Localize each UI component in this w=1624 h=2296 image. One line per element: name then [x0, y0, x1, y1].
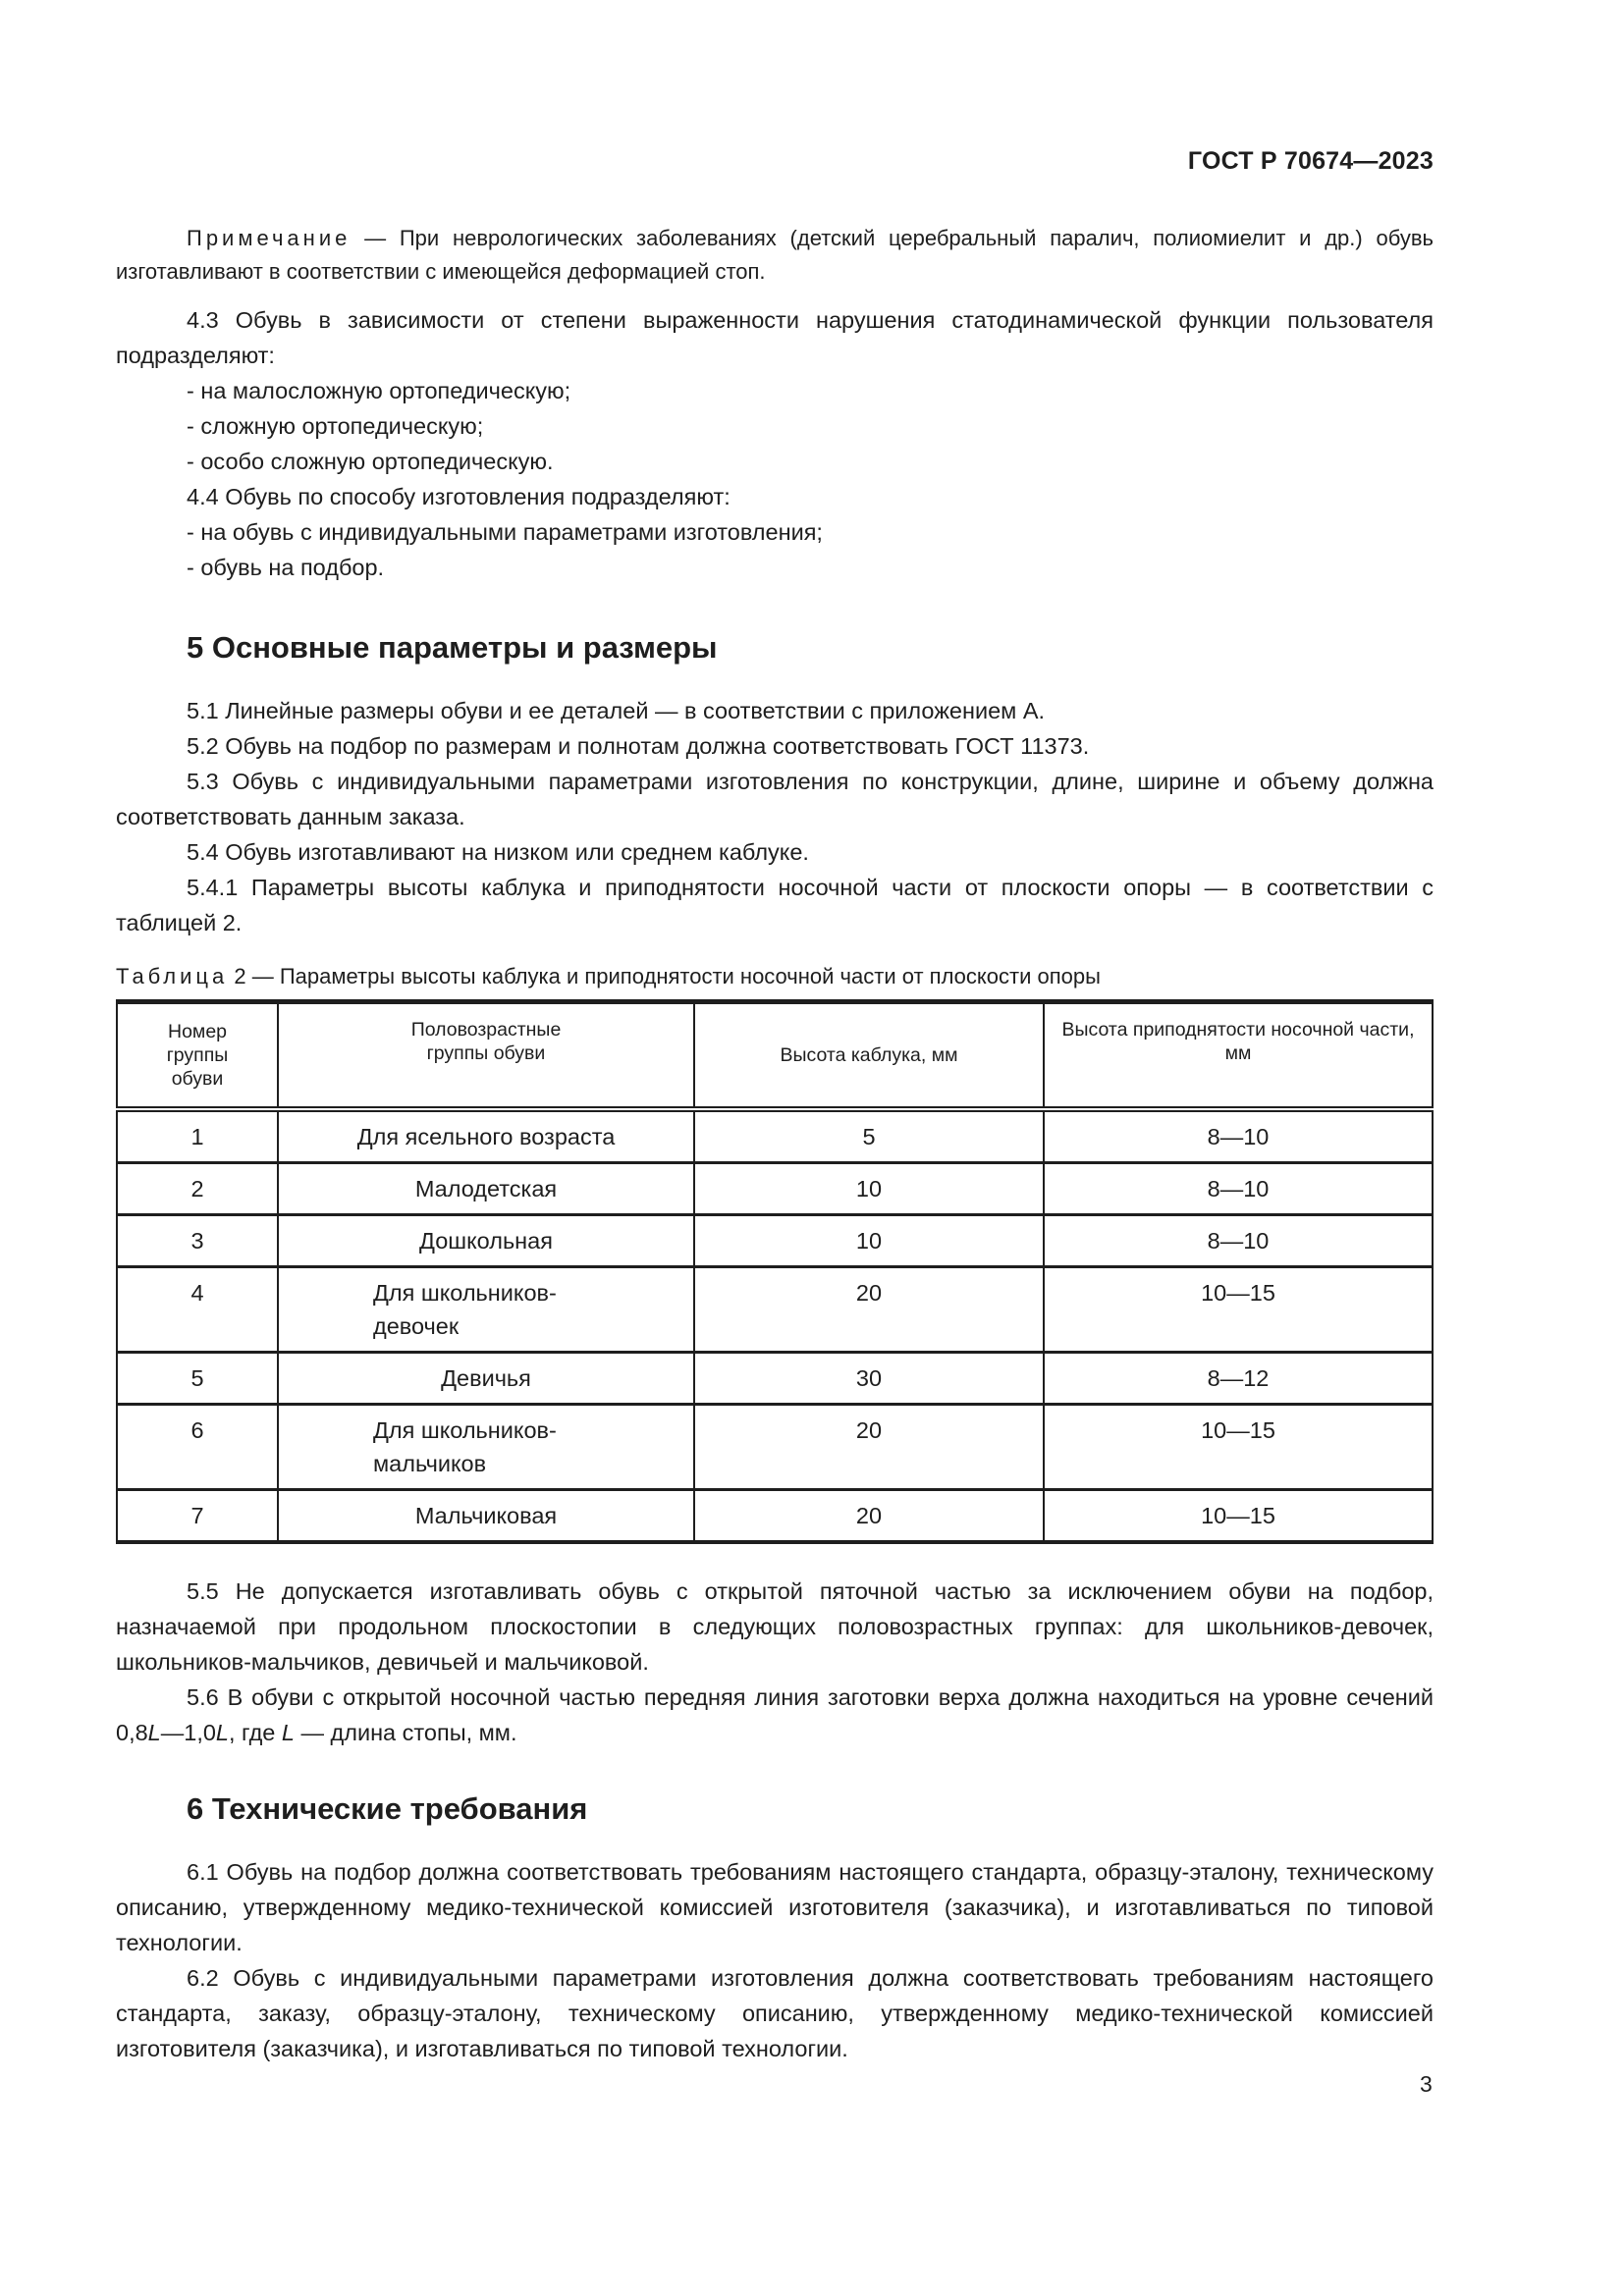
clause-4-3: 4.3 Обувь в зависимости от степени выраженности нарушения статодинамической функции пользователя подразделяют:: [116, 307, 1434, 368]
list-item: - на малосложную ортопедическую;: [187, 378, 571, 403]
table-caption: [116, 962, 1434, 991]
table-row: [117, 1163, 1433, 1215]
cell-toe-spring: 8—12: [1044, 1353, 1433, 1405]
clause-5-2: 5.2 Обувь на подбор по размерам и полнотам должна соответствовать ГОСТ 11373.: [187, 733, 1090, 759]
section-6-heading: 6 Технические требования: [187, 1791, 588, 1826]
clause-6-2: 6.2 Обувь с индивидуальными параметрами изготовления должна соответствовать требованиям настоящего стандарта, заказу, образцу-эталону, техническому описанию, утвержденному медико-технической комиссией изготовителя (заказчика), и изготавливаться по типовой технологии.: [116, 1965, 1434, 2061]
cell-toe-spring: 10—15: [1044, 1405, 1433, 1490]
table-row: [117, 1109, 1433, 1163]
cell-heel-height: 20: [694, 1490, 1044, 1543]
header-toe-spring: Высота приподнятости носочной части, мм: [1044, 1002, 1433, 1110]
cell-toe-spring: 10—15: [1044, 1267, 1433, 1353]
cell-age-group: Малодетская: [278, 1163, 694, 1215]
cell-heel-height: 20: [694, 1267, 1044, 1353]
note-paragraph: [116, 222, 1434, 289]
cell-age-group: Девичья: [278, 1353, 694, 1405]
table-header-row: [117, 1002, 1433, 1110]
cell-group-number: 2: [117, 1163, 278, 1215]
header-age-group: Половозрастные группы обуви: [278, 1002, 694, 1110]
list-item: - на обувь с индивидуальными параметрами изготовления;: [187, 519, 823, 545]
clause-5-1: 5.1 Линейные размеры обуви и ее деталей — в соответствии с приложением А.: [187, 698, 1046, 723]
header-heel-height: Высота каблука, мм: [694, 1002, 1044, 1110]
cell-heel-height: 30: [694, 1353, 1044, 1405]
cell-age-group: Мальчиковая: [278, 1490, 694, 1543]
cell-heel-height: 10: [694, 1163, 1044, 1215]
cell-group-number: 7: [117, 1490, 278, 1543]
table-row: [117, 1353, 1433, 1405]
note-text: — При неврологических заболеваниях (детский церебральный паралич, полиомиелит и др.) обувь изготавливают в соответствии с имеющейся деформацией стоп.: [116, 226, 1434, 284]
table-row: [117, 1490, 1433, 1543]
clause-4-3-list: [116, 373, 1434, 585]
cell-group-number: 4: [117, 1267, 278, 1353]
page-number: 3: [1420, 2071, 1433, 2097]
cell-toe-spring: 10—15: [1044, 1490, 1433, 1543]
table-caption-text: 2 — Параметры высоты каблука и приподнятости носочной части от плоскости опоры: [228, 964, 1101, 988]
list-item: - особо сложную ортопедическую.: [187, 449, 554, 474]
cell-group-number: 5: [117, 1353, 278, 1405]
section-5-heading: 5 Основные параметры и размеры: [187, 630, 718, 665]
clause-6-1: 6.1 Обувь на подбор должна соответствовать требованиям настоящего стандарта, образцу-эталону, техническому описанию, утвержденному медико-технической комиссией изготовителя (заказчика), и изготавливаться по типовой технологии.: [116, 1859, 1434, 1955]
clause-5-6: 5.6 В обуви с открытой носочной частью передняя линия заготовки верха должна находиться на уровне сечений 0,8L—1,0L, где L — длина стопы, мм.: [116, 1684, 1434, 1745]
table-row: [117, 1267, 1433, 1353]
clause-5-3: 5.3 Обувь с индивидуальными параметрами изготовления по конструкции, длине, ширине и объему должна соответствовать данным заказа.: [116, 769, 1434, 829]
note-label: Примечание: [187, 226, 352, 250]
cell-heel-height: 20: [694, 1405, 1044, 1490]
page-content: [116, 222, 1434, 2066]
cell-toe-spring: 8—10: [1044, 1215, 1433, 1267]
cell-group-number: 1: [117, 1109, 278, 1163]
clause-5-4: 5.4 Обувь изготавливают на низком или среднем каблуке.: [187, 839, 809, 865]
cell-heel-height: 5: [694, 1109, 1044, 1163]
cell-age-group: Для школьников-девочек: [278, 1267, 694, 1353]
table-row: [117, 1405, 1433, 1490]
cell-heel-height: 10: [694, 1215, 1044, 1267]
header-group-number: Номер группы обуви: [117, 1002, 278, 1110]
document-standard-id: ГОСТ Р 70674—2023: [1187, 147, 1434, 175]
cell-toe-spring: 8—10: [1044, 1109, 1433, 1163]
cell-age-group: Дошкольная: [278, 1215, 694, 1267]
list-item: - обувь на подбор.: [187, 555, 385, 580]
list-item: - сложную ортопедическую;: [187, 413, 484, 439]
cell-toe-spring: 8—10: [1044, 1163, 1433, 1215]
clause-5-5: 5.5 Не допускается изготавливать обувь с открытой пяточной частью за исключением обуви на подбор, назначаемой при продольном плоскостопии в следующих половозрастных группах: для школьников-девочек, школьников-мальчиков, девичьей и мальчиковой.: [116, 1578, 1434, 1675]
cell-group-number: 3: [117, 1215, 278, 1267]
table-caption-label: Таблица: [116, 964, 229, 988]
clause-5-4-1: 5.4.1 Параметры высоты каблука и приподнятости носочной части от плоскости опоры — в соответствии с таблицей 2.: [116, 875, 1434, 935]
table-row: [117, 1215, 1433, 1267]
cell-group-number: 6: [117, 1405, 278, 1490]
cell-age-group: Для школьников-мальчиков: [278, 1405, 694, 1490]
clause-4-4: 4.4 Обувь по способу изготовления подразделяют:: [187, 484, 731, 509]
heel-height-table: [116, 999, 1434, 1544]
cell-age-group: Для ясельного возраста: [278, 1109, 694, 1163]
